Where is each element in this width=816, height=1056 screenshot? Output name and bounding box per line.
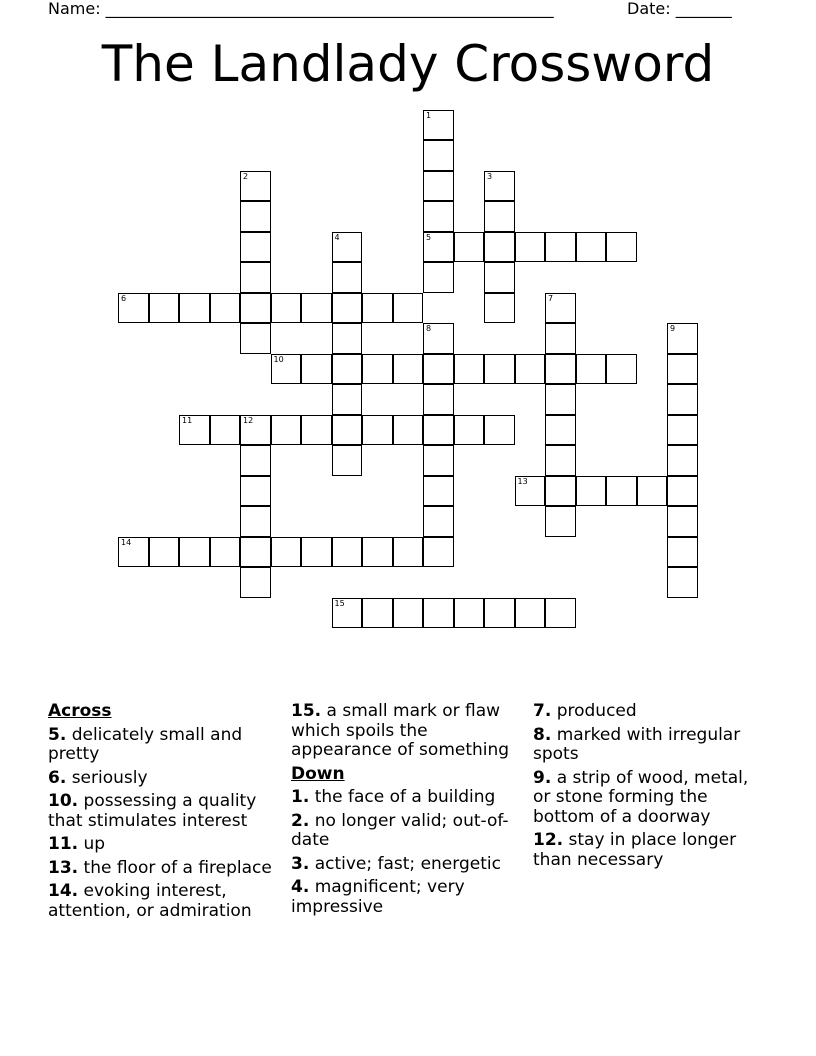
crossword-cell[interactable] — [240, 171, 271, 202]
clue-text: seriously — [71, 767, 148, 788]
cell-number: 14 — [121, 537, 132, 547]
clue-number: 4. — [291, 877, 310, 897]
clue-across-6 — [48, 769, 274, 789]
crossword-cell[interactable] — [240, 537, 271, 568]
crossword-cell[interactable] — [454, 354, 485, 385]
crossword-cell[interactable] — [362, 415, 393, 446]
crossword-cell[interactable] — [332, 354, 363, 385]
crossword-cell[interactable] — [454, 232, 485, 263]
crossword-cell[interactable] — [210, 537, 241, 568]
crossword-cell[interactable] — [545, 384, 576, 415]
clue-number: 15. — [291, 701, 322, 721]
crossword-cell[interactable] — [240, 293, 271, 324]
crossword-cell[interactable] — [332, 262, 363, 293]
clue-text: produced — [556, 701, 637, 721]
crossword-cell[interactable] — [271, 415, 302, 446]
clue-text: marked with irregular spots — [533, 724, 741, 764]
crossword-cell[interactable] — [515, 476, 546, 507]
crossword-cell[interactable] — [393, 598, 424, 629]
cell-number: 15 — [334, 598, 345, 608]
crossword-cell[interactable] — [240, 506, 271, 537]
clue-number: 1. — [291, 787, 310, 807]
crossword-cell[interactable] — [667, 537, 698, 568]
crossword-cell[interactable] — [423, 384, 454, 415]
crossword-cell[interactable] — [118, 293, 149, 324]
cell-number: 12 — [243, 415, 254, 425]
cell-number: 1 — [426, 110, 432, 120]
clue-number: 5. — [48, 724, 67, 745]
crossword-cell[interactable] — [545, 323, 576, 354]
clue-number: 3. — [291, 853, 310, 874]
crossword-cell[interactable] — [667, 567, 698, 598]
clue-text: delicately small and pretty — [48, 724, 243, 764]
crossword-cell[interactable] — [423, 354, 454, 385]
crossword-cell[interactable] — [149, 293, 180, 324]
cell-number: 2 — [243, 171, 249, 181]
crossword-cell[interactable] — [545, 293, 576, 324]
crossword-cell[interactable] — [332, 323, 363, 354]
clue-text: a small mark or flaw which spoils the appearance of something — [291, 701, 510, 760]
crossword-cell[interactable] — [362, 293, 393, 324]
crossword-cell[interactable] — [454, 598, 485, 629]
date-field-label: Date: _______ — [627, 0, 732, 18]
crossword-cell[interactable] — [606, 476, 637, 507]
crossword-cell[interactable] — [332, 293, 363, 324]
clue-across-10 — [48, 792, 274, 831]
clue-number: 11. — [48, 834, 79, 854]
crossword-cell[interactable] — [423, 323, 454, 354]
clue-text: the face of a building — [314, 787, 496, 807]
crossword-cell[interactable] — [271, 354, 302, 385]
crossword-cell[interactable] — [332, 384, 363, 415]
clue-number: 14. — [48, 881, 79, 901]
crossword-cell[interactable] — [576, 476, 607, 507]
down-heading: Down — [291, 763, 345, 784]
cell-number: 8 — [426, 324, 432, 333]
crossword-cell[interactable] — [454, 415, 485, 446]
crossword-cell[interactable] — [667, 415, 698, 446]
crossword-cell[interactable] — [179, 293, 210, 324]
crossword-cell[interactable] — [667, 323, 698, 354]
crossword-cell[interactable] — [332, 232, 363, 263]
clue-number: 2. — [291, 810, 310, 831]
crossword-cell[interactable] — [240, 201, 271, 232]
crossword-cell[interactable] — [667, 384, 698, 415]
crossword-cell[interactable] — [423, 476, 454, 507]
crossword-cell[interactable] — [423, 140, 454, 171]
crossword-cell[interactable] — [240, 415, 271, 446]
cell-number: 11 — [182, 415, 193, 425]
clue-down-1 — [291, 788, 517, 808]
crossword-cell[interactable] — [484, 293, 515, 324]
cell-number: 10 — [273, 354, 284, 364]
crossword-cell[interactable] — [423, 171, 454, 202]
clue-down-4 — [291, 878, 517, 917]
crossword-cell[interactable] — [606, 354, 637, 385]
clue-down-8 — [533, 726, 763, 765]
clue-across-15 — [291, 702, 517, 761]
crossword-cell[interactable] — [332, 598, 363, 629]
crossword-cell[interactable] — [484, 262, 515, 293]
crossword-cell[interactable] — [545, 232, 576, 263]
clue-column-3 — [533, 702, 763, 874]
cell-number: 6 — [121, 293, 127, 303]
cell-number: 13 — [517, 476, 528, 486]
clue-text: no longer valid; out-of-date — [291, 810, 509, 850]
crossword-cell[interactable] — [393, 537, 424, 568]
crossword-cell[interactable] — [545, 506, 576, 537]
crossword-cell[interactable] — [210, 415, 241, 446]
clue-text: the floor of a fireplace — [83, 857, 272, 878]
crossword-cell[interactable] — [301, 293, 332, 324]
crossword-cell[interactable] — [332, 537, 363, 568]
crossword-cell[interactable] — [484, 171, 515, 202]
clue-text: evoking interest, attention, or admiration — [48, 881, 252, 921]
cell-number: 9 — [670, 324, 676, 333]
crossword-cell[interactable] — [271, 293, 302, 324]
crossword-cell[interactable] — [484, 354, 515, 385]
clue-across-11 — [48, 835, 274, 855]
crossword-cell[interactable] — [423, 262, 454, 293]
crossword-cell[interactable] — [484, 201, 515, 232]
crossword-cell[interactable] — [637, 476, 668, 507]
clue-across-5 — [48, 726, 274, 765]
clue-across-13 — [48, 859, 274, 879]
crossword-cell[interactable] — [545, 445, 576, 476]
crossword-cell[interactable] — [667, 476, 698, 507]
crossword-cell[interactable] — [484, 232, 515, 263]
cell-number: 7 — [548, 293, 554, 303]
crossword-cell[interactable] — [271, 537, 302, 568]
crossword-cell[interactable] — [515, 354, 546, 385]
crossword-cell[interactable] — [484, 598, 515, 629]
clue-number: 9. — [533, 767, 552, 788]
crossword-cell[interactable] — [423, 232, 454, 263]
crossword-cell[interactable] — [423, 537, 454, 568]
crossword-cell[interactable] — [515, 232, 546, 263]
crossword-cell[interactable] — [240, 567, 271, 598]
crossword-cell[interactable] — [362, 598, 393, 629]
crossword-cell[interactable] — [393, 415, 424, 446]
crossword-cell[interactable] — [240, 262, 271, 293]
cell-number: 3 — [487, 171, 493, 181]
crossword-cell[interactable] — [179, 415, 210, 446]
crossword-cell[interactable] — [576, 232, 607, 263]
cell-number: 5 — [426, 232, 432, 242]
clue-number: 10. — [48, 791, 79, 811]
crossword-cell[interactable] — [423, 445, 454, 476]
crossword-cell[interactable] — [423, 598, 454, 629]
crossword-cell[interactable] — [545, 415, 576, 446]
crossword-cell[interactable] — [515, 598, 546, 629]
crossword-cell[interactable] — [149, 537, 180, 568]
crossword-cell[interactable] — [362, 537, 393, 568]
crossword-cell[interactable] — [301, 415, 332, 446]
clue-number: 8. — [533, 724, 552, 745]
clue-down-7 — [533, 702, 763, 722]
crossword-cell[interactable] — [240, 476, 271, 507]
clue-text: magnificent; very impressive — [291, 877, 465, 917]
crossword-cell[interactable] — [393, 293, 424, 324]
page-title: The Landlady Crossword — [101, 35, 715, 93]
clue-number: 7. — [533, 701, 552, 721]
crossword-cell[interactable] — [423, 201, 454, 232]
clue-down-12 — [533, 831, 763, 870]
clue-number: 12. — [533, 830, 564, 850]
crossword-cell[interactable] — [667, 445, 698, 476]
crossword-cell[interactable] — [545, 598, 576, 629]
crossword-cell[interactable] — [210, 293, 241, 324]
clue-down-9 — [533, 769, 763, 828]
crossword-cell[interactable] — [362, 354, 393, 385]
clue-text: possessing a quality that stimulates interest — [48, 791, 257, 831]
crossword-cell[interactable] — [240, 323, 271, 354]
crossword-cell[interactable] — [240, 445, 271, 476]
crossword-cell[interactable] — [545, 354, 576, 385]
clue-number: 13. — [48, 857, 79, 878]
clue-down-2 — [291, 812, 517, 851]
across-heading: Across — [48, 701, 112, 721]
crossword-cell[interactable] — [423, 110, 454, 141]
clue-down-3 — [291, 855, 517, 875]
crossword-cell[interactable] — [332, 415, 363, 446]
crossword-cell[interactable] — [423, 506, 454, 537]
clue-across-14 — [48, 882, 274, 921]
cell-number: 4 — [334, 232, 340, 242]
clue-text: stay in place longer than necessary — [533, 830, 737, 870]
crossword-cell[interactable] — [576, 354, 607, 385]
crossword-cell[interactable] — [545, 476, 576, 507]
crossword-cell[interactable] — [118, 537, 149, 568]
crossword-cell[interactable] — [423, 415, 454, 446]
clue-column-1 — [48, 702, 274, 925]
crossword-cell[interactable] — [484, 415, 515, 446]
crossword-cell[interactable] — [179, 537, 210, 568]
crossword-cell[interactable] — [332, 445, 363, 476]
crossword-cell[interactable] — [667, 354, 698, 385]
crossword-cell[interactable] — [240, 232, 271, 263]
clue-text: a strip of wood, metal, or stone forming the bottom of a doorway — [533, 767, 749, 827]
clue-text: active; fast; energetic — [314, 853, 501, 874]
crossword-cell[interactable] — [667, 506, 698, 537]
crossword-cell[interactable] — [606, 232, 637, 263]
clue-column-2 — [291, 702, 517, 921]
clue-number: 6. — [48, 767, 67, 788]
name-field-label: Name: ________________________________________________________ — [48, 0, 554, 18]
crossword-cell[interactable] — [301, 354, 332, 385]
crossword-cell[interactable] — [393, 354, 424, 385]
clue-text: up — [83, 834, 106, 854]
crossword-cell[interactable] — [301, 537, 332, 568]
